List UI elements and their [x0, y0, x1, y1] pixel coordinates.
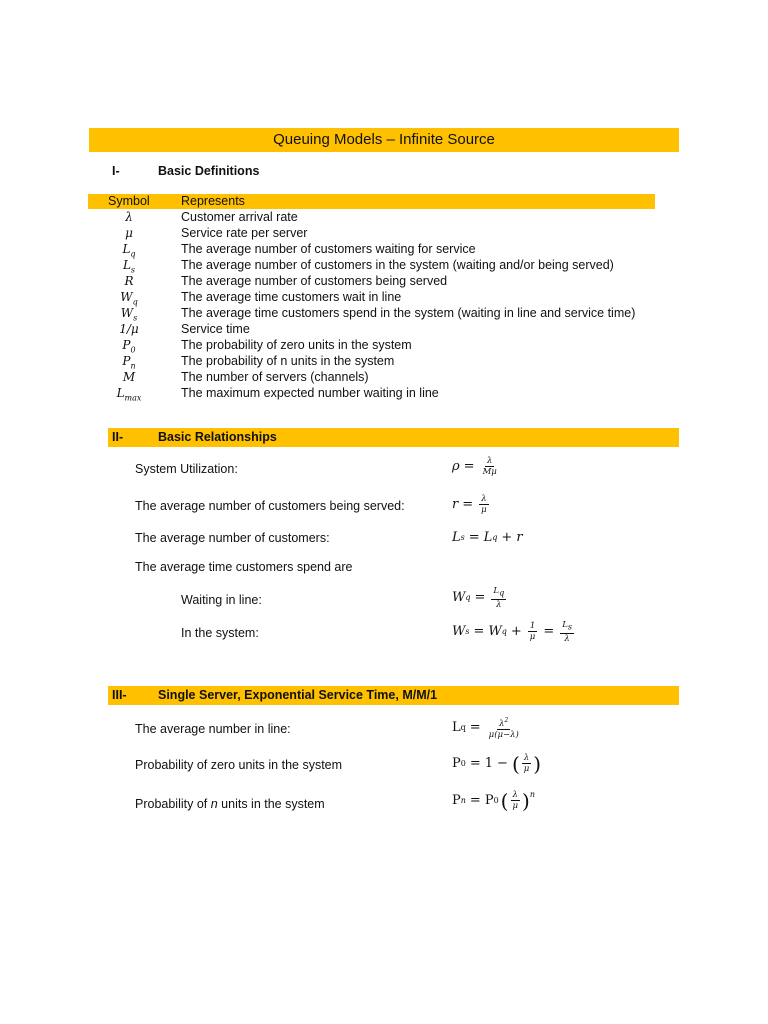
section-3-title: Single Server, Exponential Service Time, M/M/1	[158, 688, 438, 702]
table-row: $P_0$ The probability of zero units in the system	[122, 338, 412, 355]
table-row: $L_q$ The average number of customers waiting for service	[122, 242, 476, 259]
served-formula: r = $\frac{\lambda}{\mu}$	[452, 494, 487, 515]
column-header-represents: Represents	[181, 194, 245, 208]
in-system-formula: W s = W q + $\frac{1}{\mu}$ = $\frac{L_s}{\lambda}$	[452, 620, 572, 644]
in-system-label: In the system:	[181, 626, 259, 640]
table-row: R The average number of customers being served	[124, 274, 448, 288]
section-1-title: Basic Definitions	[158, 164, 260, 178]
table-header	[88, 194, 655, 209]
waiting-formula: W q = $\frac{L_q}{\lambda}$	[452, 586, 505, 610]
table-row: 1/μ Service time	[119, 322, 250, 336]
served-label: The average number of customers being served:	[135, 499, 405, 513]
table-row: $P_n$ The probability of n units in the system	[122, 354, 395, 371]
time-intro-label: The average time customers spend are	[135, 560, 353, 574]
avg-line-formula: L q = $\frac{\lambda^2}{\mu(\mu-\lambda)}$	[452, 717, 519, 740]
table-row: $L_s$ The average number of customers in the system (waiting and/or being served)	[122, 258, 614, 275]
zero-units-label: Probability of zero units in the system	[135, 758, 343, 772]
n-units-label: Probability of n units in the system	[135, 797, 325, 811]
section-2-title: Basic Relationships	[158, 430, 277, 444]
table-row: $W_q$ The average time customers wait in line	[120, 290, 402, 307]
table-row: M The number of servers (channels)	[122, 370, 369, 384]
column-header-symbol: Symbol	[108, 194, 150, 208]
table-row: λ Customer arrival rate	[125, 210, 298, 224]
section-1-number: I-	[112, 164, 120, 178]
avg-line-label: The average number in line:	[135, 722, 291, 736]
table-row: μ Service rate per server	[125, 226, 308, 240]
section-2-number: II-	[112, 430, 124, 444]
customers-formula: L s = L q + r	[452, 530, 523, 545]
page-title: Queuing Models – Infinite Source	[89, 128, 679, 152]
utilization-label: System Utilization:	[135, 462, 238, 476]
utilization-formula: ρ = $\frac{\lambda}{M\mu}$	[452, 456, 497, 477]
n-units-formula: P n = P 0 ( $\frac{\lambda}{\mu}$ ) $^n$	[452, 788, 535, 813]
table-row: $W_s$ The average time customers spend in the system (waiting in line and service time)	[120, 306, 636, 323]
zero-units-formula: P 0 = 1 − ( $\frac{\lambda}{\mu}$ )	[452, 751, 542, 776]
customers-label: The average number of customers:	[135, 531, 330, 545]
table-row: $L_{max}$ The maximum expected number waiting in line	[116, 386, 439, 403]
section-3-number: III-	[112, 688, 127, 702]
waiting-label: Waiting in line:	[181, 593, 262, 607]
